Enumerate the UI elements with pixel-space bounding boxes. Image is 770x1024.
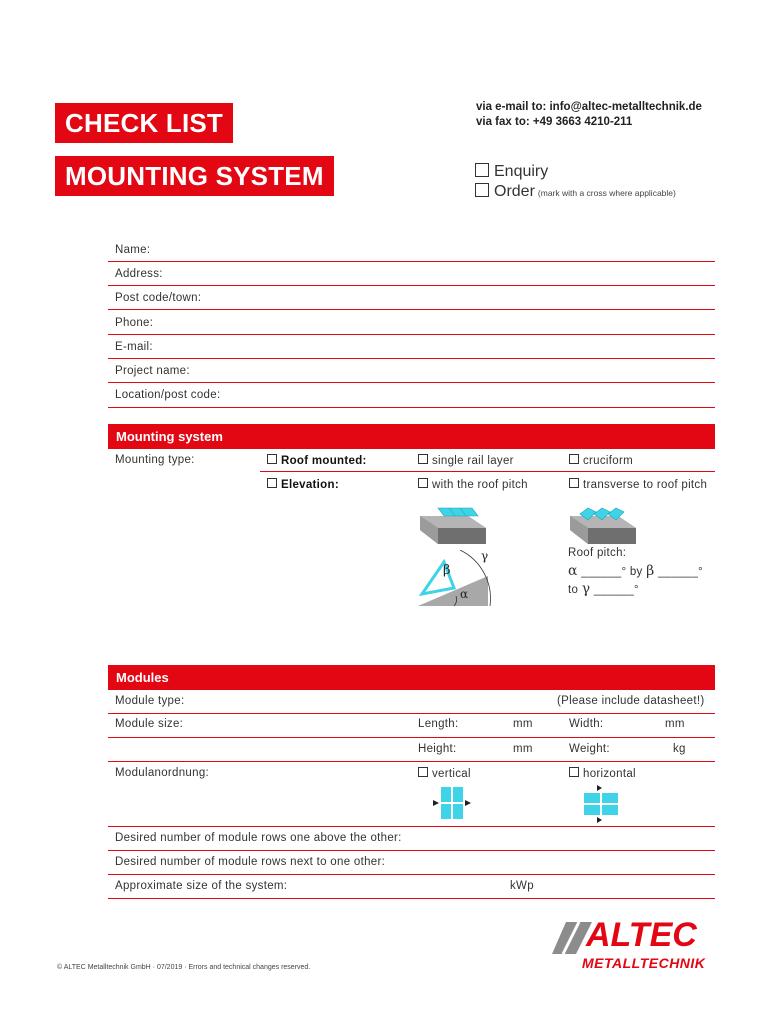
modules-header: Modules — [108, 665, 715, 690]
logo-brand: ALTEC — [586, 916, 697, 954]
rows-above-field[interactable]: Desired number of module rows one above the other: — [115, 832, 402, 844]
divider — [108, 407, 715, 408]
divider — [108, 761, 715, 762]
module-arrangement-label: Modulanordnung: — [115, 767, 210, 779]
checkbox-icon[interactable] — [475, 183, 489, 197]
module-type-field[interactable]: Module type: — [115, 695, 185, 707]
logo-subtitle: METALLTECHNIK — [582, 955, 706, 971]
module-size-label: Module size: — [115, 718, 184, 730]
weight-unit: kg — [673, 743, 686, 755]
mounting-type-label: Mounting type: — [115, 454, 195, 466]
gamma-blank[interactable]: ______° — [593, 584, 639, 596]
location-field[interactable]: Location/post code: — [115, 389, 221, 401]
horizontal-arrangement-icon — [582, 784, 620, 824]
checkbox-icon[interactable] — [569, 478, 579, 488]
roof-pitch-label: Roof pitch: — [568, 547, 627, 559]
horizontal-option[interactable]: horizontal — [569, 767, 636, 780]
weight-field[interactable]: Weight: — [569, 743, 610, 755]
divider — [108, 826, 715, 827]
checkbox-icon[interactable] — [569, 767, 579, 777]
elevation-option[interactable]: Elevation: — [267, 478, 339, 491]
divider — [108, 309, 715, 310]
footer-copyright: © ALTEC Metalltechnik GmbH · 07/2019 · Errors and technical changes reserved. — [57, 964, 311, 971]
alpha-blank[interactable]: ______° by — [581, 566, 647, 578]
mounting-system-header: Mounting system — [108, 424, 715, 449]
roof-pitch-gamma[interactable] — [568, 581, 639, 597]
enquiry-checkbox[interactable] — [475, 163, 548, 181]
height-unit: mm — [513, 743, 533, 755]
fax-contact: via fax to: +49 3663 4210-211 — [476, 116, 633, 128]
post-code-town-field[interactable]: Post code/town: — [115, 292, 202, 304]
roof-with-pitch-illustration — [416, 500, 490, 546]
name-field[interactable]: Name: — [115, 244, 151, 256]
height-field[interactable]: Height: — [418, 743, 457, 755]
divider — [108, 334, 715, 335]
order-note: (mark with a cross where applicable) — [537, 188, 676, 198]
checkbox-icon[interactable] — [475, 163, 489, 177]
checkbox-icon[interactable] — [418, 454, 428, 464]
approx-size-field[interactable]: Approximate size of the system: — [115, 880, 288, 892]
width-unit: mm — [665, 718, 685, 730]
order-label: Order — [494, 183, 535, 200]
project-name-field[interactable]: Project name: — [115, 365, 190, 377]
with-pitch-option[interactable]: with the roof pitch — [418, 478, 528, 491]
divider — [108, 358, 715, 359]
checkbox-icon[interactable] — [267, 478, 277, 488]
kwp-unit: kWp — [510, 880, 534, 892]
divider — [108, 713, 715, 714]
divider — [108, 737, 715, 738]
roof-pitch-alpha-beta[interactable] — [568, 563, 703, 579]
email-field[interactable]: E-mail: — [115, 341, 153, 353]
divider — [108, 874, 715, 875]
checkbox-icon[interactable] — [418, 767, 428, 777]
checkbox-icon[interactable] — [418, 478, 428, 488]
divider — [108, 261, 715, 262]
vertical-arrangement-icon — [432, 786, 472, 820]
checkbox-icon[interactable] — [267, 454, 277, 464]
divider — [108, 285, 715, 286]
checkbox-icon[interactable] — [569, 454, 579, 464]
divider — [108, 898, 715, 899]
length-unit: mm — [513, 718, 533, 730]
beta-symbol: β — [443, 563, 451, 578]
gamma-symbol: γ — [481, 549, 489, 563]
vertical-option[interactable]: vertical — [418, 767, 471, 780]
beta-symbol: β — [646, 563, 655, 579]
length-field[interactable]: Length: — [418, 718, 459, 730]
to-label: to — [568, 584, 582, 596]
title-mounting-system: MOUNTING SYSTEM — [55, 156, 334, 196]
alpha-symbol: α — [460, 587, 469, 601]
title-check-list: CHECK LIST — [55, 103, 233, 143]
datasheet-note: (Please include datasheet!) — [557, 695, 705, 707]
cruciform-option[interactable]: cruciform — [569, 454, 633, 467]
address-field[interactable]: Address: — [115, 268, 163, 280]
divider — [260, 471, 715, 472]
transverse-option[interactable]: transverse to roof pitch — [569, 478, 707, 491]
roof-mounted-option[interactable]: Roof mounted: — [267, 454, 367, 467]
roof-transverse-illustration — [566, 500, 640, 546]
single-rail-option[interactable]: single rail layer — [418, 454, 514, 467]
gamma-symbol: γ — [581, 581, 591, 597]
phone-field[interactable]: Phone: — [115, 317, 154, 329]
order-checkbox[interactable] — [475, 183, 676, 201]
beta-blank[interactable]: ______° — [657, 566, 704, 578]
rows-next-field[interactable]: Desired number of module rows next to one other: — [115, 856, 386, 868]
alpha-symbol: α — [568, 563, 578, 579]
width-field[interactable]: Width: — [569, 718, 604, 730]
divider — [108, 382, 715, 383]
email-contact: via e-mail to: info@altec-metalltechnik.de — [476, 101, 702, 113]
enquiry-label: Enquiry — [494, 163, 549, 180]
divider — [108, 850, 715, 851]
